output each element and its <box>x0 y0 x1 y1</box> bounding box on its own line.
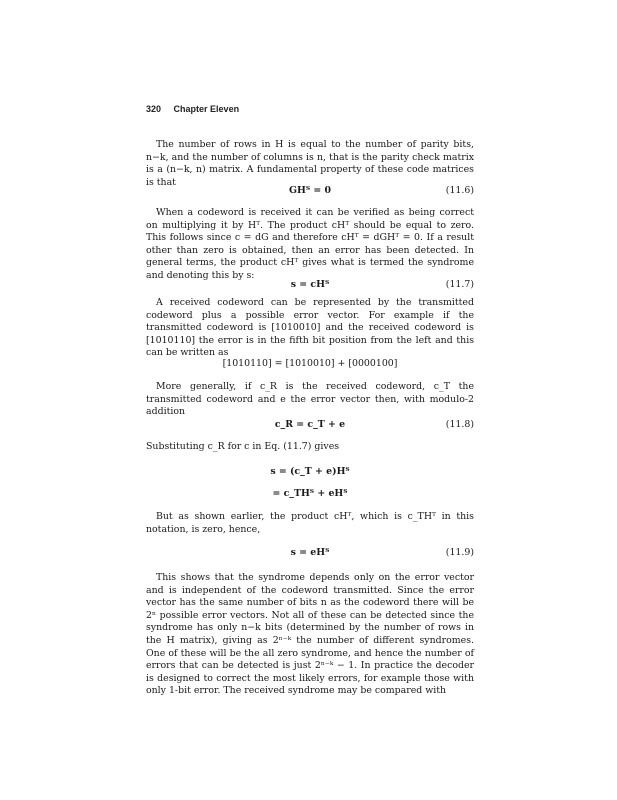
equation-11-9 <box>146 547 474 561</box>
equation-syndrome-expanded <box>146 488 474 502</box>
paragraph-verification: When a codeword is received it can be verified as being correct on multiplying it by Hᵀ. The product cHᵀ should be equal to zero. This follows since c = dG and therefore cHᵀ = dGHᵀ = 0. If a result other than zero is obtained, then an error has been detected. In general terms, the product cHᵀ gives what is termed the syndrome and denoting this by s: <box>146 207 474 281</box>
equation-expression: GHᵀ = 0 <box>288 185 332 196</box>
paragraph-substituting: Substituting c_R for c in Eq. (11.7) gives <box>146 441 340 452</box>
equation-expression: [1010110] = [1010010] + [0000100] <box>222 358 398 369</box>
equation-number: (11.9) <box>445 547 474 558</box>
equation-11-7 <box>146 279 474 293</box>
page-header <box>146 104 239 114</box>
paragraph-modulo-addition: More generally, if c_R is the received codeword, c_T the transmitted codeword and e the error vector then, with modulo-2 addition <box>146 381 474 418</box>
paragraph-error-vector: A received codeword can be represented by the transmitted codeword plus a possible error vector. For example if the transmitted codeword is [1010010] and the received codeword is [1010110] the error is in the fifth bit position from the left and this can be written as <box>146 297 474 359</box>
paragraph-shown-earlier: But as shown earlier, the product cHᵀ, which is c_THᵀ in this notation, is zero, hence, <box>146 511 474 535</box>
equation-example-codeword <box>146 358 474 372</box>
equation-expression: c_R = c_T + e <box>274 419 346 430</box>
equation-number: (11.7) <box>445 279 474 290</box>
equation-number: (11.6) <box>445 185 474 196</box>
equation-11-8 <box>146 419 474 433</box>
equation-syndrome-sum <box>146 466 474 480</box>
equation-expression: s = (c_T + e)Hᵀ <box>270 466 350 477</box>
equation-number: (11.8) <box>445 419 474 430</box>
equation-expression: s = eHᵀ <box>290 547 330 558</box>
paragraph-syndrome-depends: This shows that the syndrome depends only on the error vector and is independent of the codeword transmitted. Since the error vector has the same number of bits n as the codeword there will be 2ⁿ possible error vectors. Not all of these can be detected since the syndrome has only n−k bits (determined by the number of rows in the H matrix), giving as 2ⁿ⁻ᵏ the number of different syndromes. One of these will be the all zero syndrome, and hence the number of errors that can be detected is just 2ⁿ⁻ᵏ − 1. In practice the decoder is designed to correct the most likely errors, for example those with only 1-bit error. The received syndrome may be compared with <box>146 572 474 697</box>
equation-expression: s = cHᵀ <box>290 279 330 290</box>
page-number: 320 <box>146 104 162 114</box>
equation-expression: = c_THᵀ + eHᵀ <box>272 488 348 499</box>
equation-11-6 <box>146 185 474 199</box>
chapter-title: Chapter Eleven <box>173 104 240 114</box>
paragraph-rows-columns: The number of rows in H is equal to the number of parity bits, n−k, and the number of columns is n, that is the parity check matrix is a (n−k, n) matrix. A fundamental property of these code matrices is that <box>146 139 474 188</box>
